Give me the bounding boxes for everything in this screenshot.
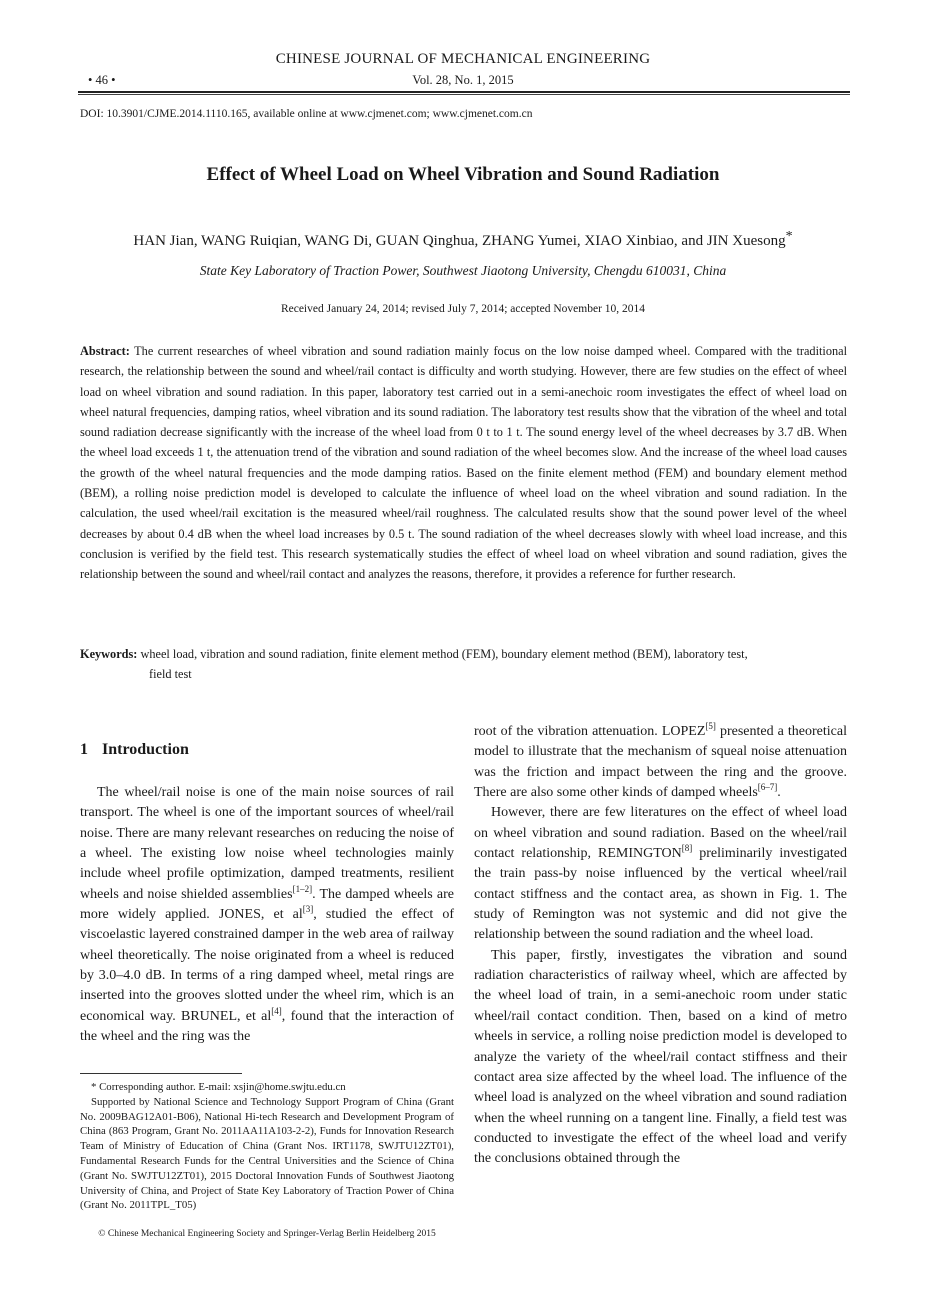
page-number: • 46 • — [88, 73, 116, 87]
keywords-line1: wheel load, vibration and sound radiation, finite element method (FEM), boundary element method (BEM), laboratory test, — [140, 647, 748, 661]
citation: [5] — [705, 721, 716, 731]
section-heading — [80, 741, 454, 759]
text-run: . — [777, 785, 781, 801]
header-rule-thin — [78, 94, 850, 95]
citation: [6–7] — [757, 782, 778, 793]
section-number: 1 — [80, 741, 88, 758]
text-run: The wheel/rail noise is one of the main noise sources of rail transport. The wheel is one of the important sources of wheel/rail noise. There are many relevant researches on reducing the noise of a wheel. The existing low noise wheel technologies mainly include wheel profile optimization, damped treatments, resilient wheels and noise shielded assemblies — [80, 785, 454, 902]
header-rule-thick — [78, 91, 850, 93]
intro-paragraph-3: This paper, firstly, investigates the vibration and sound radiation characteristics of railway wheel, which are affected by the wheel load of train, in a semi-anechoic room under static wheel/rail contact condition. Then, based on a kind of metro wheels in service, a rolling noise prediction model is developed to analyze the variety of the wheel/rail contact stiffness and their contact area size affected by the wheel load. The influence of the wheel load is analyzed on the wheel vibration and sound radiation when the wheel running on a tangent line. Finally, a field test was conducted to investigate the effect of the wheel load and verify the conclusions obtained through the — [474, 947, 847, 1167]
citation: [3] — [302, 904, 314, 915]
keywords-label: Keywords: — [80, 647, 138, 661]
text-run: root of the vibration attenuation. LOPEZ — [474, 724, 706, 739]
keywords — [80, 644, 847, 685]
received-dates: Received January 24, 2014; revised July 7, 2014; accepted November 10, 2014 — [280, 303, 646, 315]
keywords-line2: field test — [149, 667, 192, 682]
right-column-text — [474, 722, 847, 1170]
citation: [4] — [271, 1005, 282, 1016]
intro-paragraph-1 — [80, 783, 454, 1047]
doi-line: DOI: 10.3901/CJME.2014.1110.165, available online at www.cjmenet.com; www.cjmenet.com.cn — [80, 108, 533, 120]
abstract — [80, 341, 847, 585]
left-column-text — [80, 783, 454, 1047]
text-run: However, there are few literatures on the effect of wheel load on wheel vibration and sound radiation. Based on the wheel/rail contact relationship, REMINGTON — [474, 805, 847, 862]
text-run: . The damped wheels are more widely applied. JONES, et al — [80, 886, 454, 923]
corresponding-author-note: * Corresponding author. E-mail: xsjin@home.swjtu.edu.cn — [91, 1081, 346, 1093]
intro-paragraph-1-cont — [474, 722, 847, 803]
affiliation: State Key Laboratory of Traction Power, Southwest Jiaotong University, Chengdu 610031, China — [199, 263, 727, 278]
author-list — [0, 229, 926, 250]
copyright-line: © Chinese Mechanical Engineering Society and Springer-Verlag Berlin Heidelberg 2015 — [98, 1229, 436, 1239]
footnote-rule — [80, 1073, 242, 1074]
text-run: , found that the interaction of the wheel and the ring was the — [80, 1008, 454, 1045]
intro-paragraph-2 — [474, 803, 847, 945]
abstract-label: Abstract: — [80, 344, 130, 358]
footnote — [80, 1080, 454, 1213]
corresponding-mark: * — [785, 229, 793, 244]
citation: [1–2] — [292, 883, 313, 894]
abstract-text: The current researches of wheel vibration and sound radiation mainly focus on the low noise damped wheel. Compared with the traditional research, the relationship between the sound and wheel/rail contact is difficulty and worth studying. However, there are few studies on the effect of wheel load on wheel vibration and sound radiation. In this paper, laboratory test carried out in a semi-anechoic room investigates the effect of wheel load on wheel natural frequencies, damping ratios, wheel vibration and its sound radiation. The laboratory test results show that the vibration of the wheel and total sound radiation decrease significantly with the increase of the wheel load from 0 t to 1 t. The sound energy level of the wheel decreases by 3.7 dB. When the wheel load exceeds 1 t, the attenuation trend of the vibration and sound radiation of the wheel becomes slow. And the increase of the wheel load causes the growth of the wheel natural frequencies and the mode damping ratios. Based on the finite element method (FEM) and boundary element method (BEM), a rolling noise prediction model is developed to calculate the influence of wheel load on the wheel vibration and sound radiation. In the calculation, the used wheel/rail excitation is the measured wheel/rail roughness. The calculated results show that the sound power level of the wheel decreases by about 0.4 dB when the wheel load increases by 0.5 t. The sound radiation of the wheel decreases slowly with wheel load increase, and this conclusion is verified by the field test. This research systematically studies the effect of wheel load on wheel vibration and sound radiation, gives the relationship between the sound and wheel/rail contact and analyzes the reasons, therefore, it provides a reference for further research. — [80, 344, 847, 582]
funding-note: Supported by National Science and Technology Support Program of China (Grant No. 2009BAG12A01-B06), National Hi-tech Research and Development Program of China (863 Program, Grant No. 2011AA11A103-2-2), Funds for Innovation Research Team of Ministry of Education of China (Grant Nos. IRT1178, SWJTU12ZT01), Fundamental Research Funds for the Central Universities and the Science of China (Grant No. SWJTU12ZT01), 2015 Doctoral Innovation Funds of Southwest Jiaotong University of China, and Project of State Key Laboratory of Traction Power of China (Grant No. 2011TPL_T05) — [80, 1095, 454, 1212]
section-title: Introduction — [102, 741, 189, 758]
text-run: , studied the effect of viscoelastic layered constrained damper in the web area of railway wheel theoretically. The noise originated from a wheel is reduced by 3.0–4.0 dB. In terms of a ring damped wheel, metal rings are inserted into the grooves slotted under the wheel rim, which is an economical way. BRUNEL, et al — [80, 907, 455, 1024]
text-run: presented a theoretical model to illustrate that the mechanism of squeal noise attenuation was the friction and impact between the ring and the groove. There are also some other kinds of damped wheels — [474, 724, 847, 801]
journal-name: CHINESE JOURNAL OF MECHANICAL ENGINEERING — [275, 51, 651, 67]
author-names: HAN Jian, WANG Ruiqian, WANG Di, GUAN Qinghua, ZHANG Yumei, XIAO Xinbiao, and JIN Xuesong — [133, 233, 786, 249]
text-run: preliminarily investigated the train pass-by noise influenced by the vertical wheel/rail contact stiffness and the contact area, as shown in Fig. 1. The study of Remington was not systemic and did not give the relationship between the sound radiation and the wheel load. — [474, 846, 847, 943]
citation: [8] — [681, 843, 693, 854]
volume-issue: Vol. 28, No. 1, 2015 — [412, 73, 514, 87]
paper-title: Effect of Wheel Load on Wheel Vibration and Sound Radiation — [206, 164, 720, 185]
